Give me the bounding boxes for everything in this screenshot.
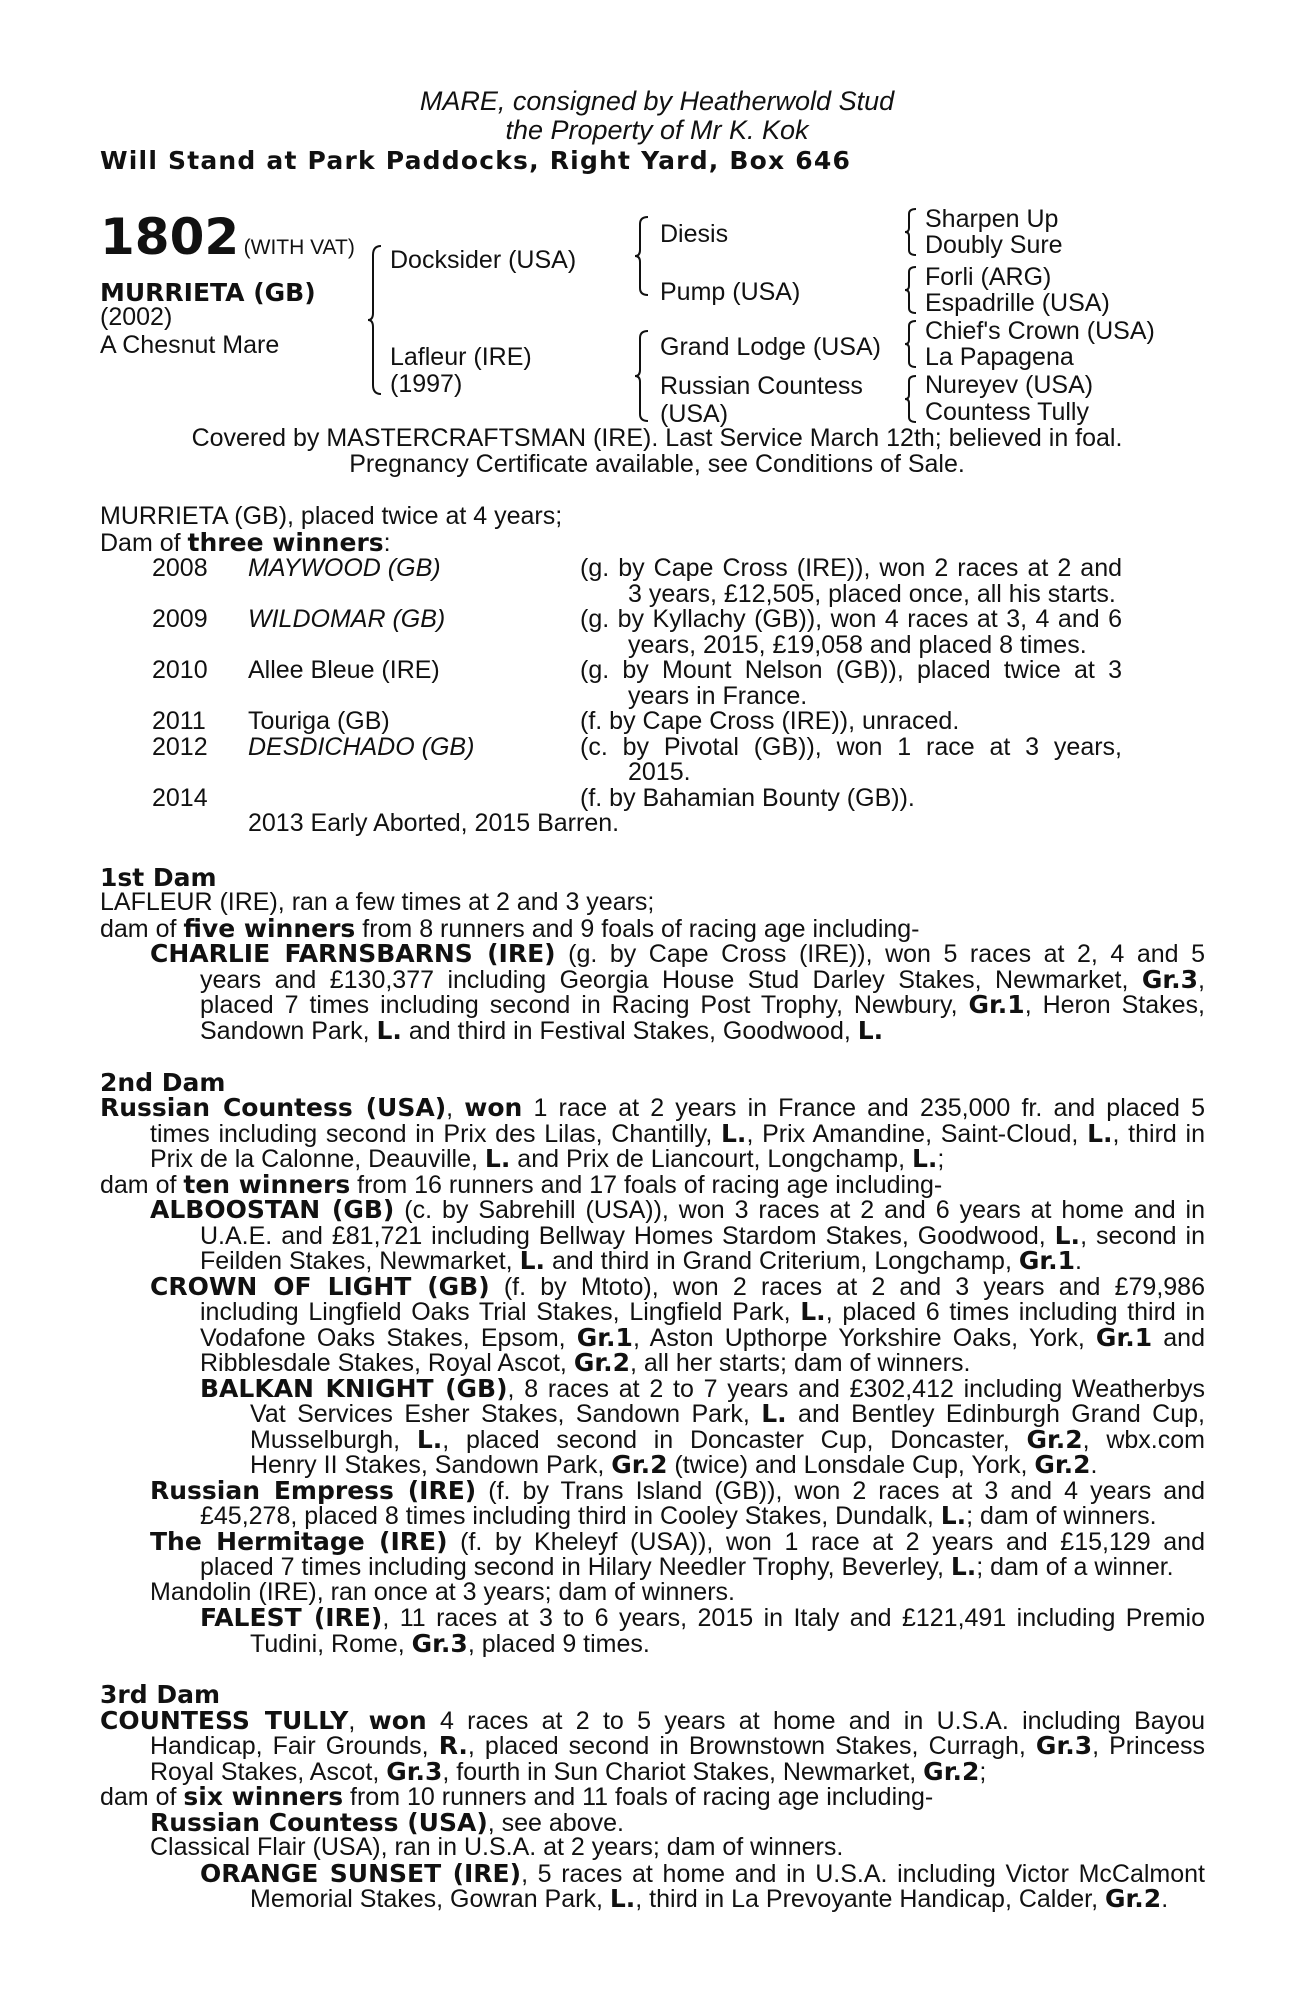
brace-g4 xyxy=(904,375,918,423)
txt: Sandown Park, xyxy=(200,1017,377,1045)
produce-year: 2008 xyxy=(152,554,208,582)
produce-detail: (g. by Kyllachy (GB)), won 4 races at 3, 4 and 6 xyxy=(580,605,1122,633)
txt: , 11 races at 3 to 6 years, 2015 in Italy and £121,491 including Premio xyxy=(382,1604,1205,1632)
horse-name: CROWN OF LIGHT (GB) xyxy=(150,1272,490,1301)
txt: . xyxy=(1161,1885,1169,1913)
pedigree-sss: Sharpen Up xyxy=(925,205,1059,233)
covered-line-1: Covered by MASTERCRAFTSMAN (IRE). Last Service March 12th; believed in foal. xyxy=(191,424,1123,452)
txt: £45,278, placed 8 times including third in Cooley Stakes, Dundalk, xyxy=(200,1502,941,1530)
falest-line-2 xyxy=(250,1631,650,1657)
produce-intro: MURRIETA (GB), placed twice at 4 years; xyxy=(100,502,563,530)
grade: Gr.3 xyxy=(386,1757,443,1786)
txt: , xyxy=(348,1707,369,1735)
pedigree-dd-line-2: (USA) xyxy=(660,400,729,428)
dam3-line-4 xyxy=(100,1784,933,1810)
grade: Gr.2 xyxy=(1034,1450,1091,1479)
brace-sire-dam xyxy=(367,245,383,395)
txt: Musselburgh, xyxy=(250,1426,417,1454)
txt: ; dam of winners. xyxy=(966,1502,1157,1530)
txt: ; xyxy=(937,1145,945,1173)
charlie-line-1 xyxy=(150,941,1205,967)
txt: dam of xyxy=(100,915,184,943)
txt: (twice) and Lonsdale Cup, York, xyxy=(667,1451,1035,1479)
horse-name: Russian Empress (IRE) xyxy=(150,1476,477,1505)
txt: , xyxy=(1198,966,1205,994)
mandolin-line: Mandolin (IRE), ran once at 3 years; dam of winners. xyxy=(150,1578,735,1606)
produce-detail: (c. by Pivotal (GB)), won 1 race at 3 years, xyxy=(580,733,1122,761)
txt: placed 7 times including second in Hilary Needler Trophy, Beverley, xyxy=(200,1553,951,1581)
txt: , 8 races at 2 to 7 years and £302,412 including Weatherbys xyxy=(507,1375,1205,1403)
txt: , placed 6 times including third in xyxy=(825,1298,1205,1326)
txt: Prix de la Calonne, Deauville, xyxy=(150,1145,485,1173)
empress-line-2 xyxy=(200,1503,1157,1529)
txt: 1 race at 2 years in France and 235,000 fr. and placed 5 xyxy=(522,1094,1205,1122)
txt: years and £130,377 including Georgia House Stud Darley Stakes, Newmarket, xyxy=(200,966,1142,994)
txt: , placed 9 times. xyxy=(467,1630,650,1658)
brace-dam-parents xyxy=(634,330,650,422)
horse-name: Russian Countess (USA) xyxy=(150,1808,488,1837)
empress-line-1 xyxy=(150,1478,1205,1504)
txt: and third in Festival Stakes, Goodwood, xyxy=(401,1017,858,1045)
pedigree-sd: Pump (USA) xyxy=(660,278,801,306)
produce-detail: 3 years, £12,505, placed once, all his starts. xyxy=(628,580,1116,608)
grade: Gr.3 xyxy=(1035,1731,1093,1760)
txt: placed 7 times including second in Racing Post Trophy, Newbury, xyxy=(200,991,969,1019)
txt: (c. by Sabrehill (USA)), won 3 races at 2 and 6 years at home and in xyxy=(394,1196,1205,1224)
pedigree-dsd: La Papagena xyxy=(925,343,1074,371)
pedigree-ds: Grand Lodge (USA) xyxy=(660,333,881,361)
txt: . xyxy=(1075,1247,1082,1275)
balkan-line-4 xyxy=(250,1452,1098,1478)
produce-name: MAYWOOD (GB) xyxy=(248,554,441,582)
txt: times including second in Prix des Lilas, Chantilly, xyxy=(150,1120,721,1148)
grade: L. xyxy=(950,1552,977,1581)
grade: Gr.2 xyxy=(1105,1884,1162,1913)
grade: L. xyxy=(519,1246,546,1275)
txt: Vodafone Oaks Stakes, Epsom, xyxy=(200,1324,577,1352)
txt: from 16 runners and 17 foals of racing age including- xyxy=(350,1171,943,1199)
produce-detail: 2015. xyxy=(628,758,691,786)
txt: ; dam of a winner. xyxy=(976,1553,1174,1581)
orange-line-1 xyxy=(200,1861,1205,1887)
txt: Feilden Stakes, Newmarket, xyxy=(200,1247,520,1275)
txt: and Prix de Liancourt, Longchamp, xyxy=(510,1145,912,1173)
produce-detail: (f. by Cape Cross (IRE)), unraced. xyxy=(580,707,960,735)
pedigree-dds: Nureyev (USA) xyxy=(925,371,1094,399)
produce-detail: (g. by Mount Nelson (GB)), placed twice at 3 xyxy=(580,656,1122,684)
dam3-title: 3rd Dam xyxy=(100,1680,220,1709)
covered-line-2: Pregnancy Certificate available, see Conditions of Sale. xyxy=(349,450,965,478)
crown-line-1 xyxy=(150,1274,1205,1300)
txt: dam of xyxy=(100,1783,184,1811)
produce-note: 2013 Early Aborted, 2015 Barren. xyxy=(248,809,620,837)
lot-number-line xyxy=(100,208,355,266)
grade: L. xyxy=(1087,1119,1113,1148)
grade: Gr.3 xyxy=(411,1629,468,1658)
produce-year: 2010 xyxy=(152,656,208,684)
txt: dam of xyxy=(100,1171,184,1199)
produce-name: DESDICHADO (GB) xyxy=(248,733,475,761)
txt: , Aston Upthorpe Yorkshire Oaks, York, xyxy=(632,1324,1096,1352)
dam2-name: Russian Countess (USA) xyxy=(100,1093,447,1122)
won: won xyxy=(464,1093,523,1122)
grade: Gr.3 xyxy=(1141,965,1199,994)
hermitage-line-1 xyxy=(150,1529,1205,1555)
hermitage-line-2 xyxy=(200,1554,1174,1580)
orange-line-2 xyxy=(250,1886,1168,1912)
header-line-1: MARE, consigned by Heatherwold Stud xyxy=(419,86,895,116)
txt: , Heron Stakes, xyxy=(1024,991,1205,1019)
grade: L. xyxy=(416,1425,443,1454)
grade: Gr.1 xyxy=(968,990,1025,1019)
dam3-classical: Classical Flair (USA), ran in U.S.A. at 2 years; dam of winners. xyxy=(150,1833,844,1861)
grade: L. xyxy=(911,1144,938,1173)
dam2-winners: ten winners xyxy=(183,1170,351,1199)
txt: , placed second in Doncaster Cup, Doncaster, xyxy=(442,1426,1027,1454)
pedigree-ss: Diesis xyxy=(660,220,729,248)
produce-year: 2014 xyxy=(152,784,208,812)
dam1-line-1: LAFLEUR (IRE), ran a few times at 2 and 3 years; xyxy=(100,888,655,916)
produce-detail: (g. by Cape Cross (IRE)), won 2 races at 2 and xyxy=(580,554,1122,582)
dam3-name: COUNTESS TULLY xyxy=(100,1706,349,1735)
charlie-line-4 xyxy=(200,1018,883,1044)
dam3-line-2 xyxy=(150,1733,1205,1759)
grade: L. xyxy=(376,1016,402,1045)
dam1-winners: five winners xyxy=(183,914,356,943)
txt: Handicap, Fair Grounds, xyxy=(150,1732,439,1760)
grade: L. xyxy=(800,1297,826,1326)
produce-year: 2009 xyxy=(152,605,208,633)
crown-line-3 xyxy=(200,1325,1205,1351)
falest-line-1 xyxy=(200,1605,1205,1631)
produce-name: Touriga (GB) xyxy=(248,707,390,735)
horse-name: FALEST (IRE) xyxy=(200,1603,383,1632)
txt: , 5 races at home and in U.S.A. including Victor McCalmont xyxy=(521,1860,1205,1888)
lot-year: (2002) xyxy=(100,303,173,331)
charlie-name: CHARLIE FARNSBARNS (IRE) xyxy=(150,939,556,968)
txt: from 8 runners and 9 foals of racing age including- xyxy=(355,915,920,943)
txt: (f. by Trans Island (GB)), won 2 races at 3 and 4 years and xyxy=(476,1477,1205,1505)
txt: (f. by Mtoto), won 2 races at 2 and 3 years and £79,986 xyxy=(489,1273,1205,1301)
alboostan-line-1 xyxy=(150,1197,1205,1223)
txt: Vat Services Esher Stakes, Sandown Park, xyxy=(250,1400,762,1428)
lot-number: 1802 xyxy=(100,208,240,266)
horse-name: ORANGE SUNSET (IRE) xyxy=(200,1859,522,1888)
horse-name: The Hermitage (IRE) xyxy=(150,1527,448,1556)
txt: Tudini, Rome, xyxy=(250,1630,412,1658)
grade: Gr.1 xyxy=(1095,1323,1153,1352)
header-line-3: Will Stand at Park Paddocks, Right Yard, Box 646 xyxy=(100,146,852,175)
txt: (f. by Kheleyf (USA)), won 1 race at 2 years and £15,129 and xyxy=(447,1528,1205,1556)
txt: , placed second in Brownstown Stakes, Curragh, xyxy=(467,1732,1036,1760)
txt: , fourth in Sun Chariot Stakes, Newmarket, xyxy=(442,1758,924,1786)
produce-year: 2011 xyxy=(152,707,206,735)
header-line-2: the Property of Mr K. Kok xyxy=(505,115,809,145)
dam1-title: 1st Dam xyxy=(100,863,217,892)
produce-name: Allee Bleue (IRE) xyxy=(248,656,440,684)
txt: , wbx.com xyxy=(1082,1426,1205,1454)
txt: , third in La Prevoyante Handicap, Calder, xyxy=(635,1885,1105,1913)
txt: . xyxy=(1090,1451,1098,1479)
txt: , Princess xyxy=(1092,1732,1205,1760)
grade: R. xyxy=(438,1731,468,1760)
pedigree-dd-line-1: Russian Countess xyxy=(660,372,863,400)
lot-name: MURRIETA (GB) xyxy=(100,278,316,307)
grade: Gr.2 xyxy=(923,1757,980,1786)
alboostan-line-3 xyxy=(200,1248,1082,1274)
produce-dam-of-text: Dam of xyxy=(100,529,188,557)
produce-detail: years in France. xyxy=(628,682,808,710)
produce-name: WILDOMAR (GB) xyxy=(248,605,446,633)
charlie-line-2 xyxy=(200,967,1205,993)
dam2-line-1 xyxy=(100,1095,1205,1121)
lot-vat: (WITH VAT) xyxy=(243,236,355,259)
grade: Gr.2 xyxy=(573,1348,630,1377)
horse-name: ALBOOSTAN (GB) xyxy=(150,1195,395,1224)
txt: Memorial Stakes, Gowran Park, xyxy=(250,1885,610,1913)
crown-line-2 xyxy=(200,1299,1205,1325)
txt: ; xyxy=(979,1758,987,1786)
balkan-line-1 xyxy=(200,1376,1205,1402)
dam2-title: 2nd Dam xyxy=(100,1068,226,1097)
charlie-line-3 xyxy=(200,992,1205,1018)
pedigree-sds: Forli (ARG) xyxy=(925,263,1052,291)
txt: (g. by Cape Cross (IRE)), won 5 races at 2, 4 and 5 xyxy=(555,940,1206,968)
txt: 4 races at 2 to 5 years at home and in U.S.A. including Bayou xyxy=(426,1707,1205,1735)
produce-dam-of xyxy=(100,530,391,556)
produce-detail: years, 2015, £19,058 and placed 8 times. xyxy=(628,631,1087,659)
grade: L. xyxy=(857,1016,884,1045)
txt: , all her starts; dam of winners. xyxy=(630,1349,971,1377)
txt: U.A.E. and £81,721 including Bellway Homes Stardom Stakes, Goodwood, xyxy=(200,1222,1055,1250)
brace-sire-parents xyxy=(634,216,650,296)
pedigree-ddd: Countess Tully xyxy=(925,398,1089,426)
grade: L. xyxy=(721,1119,747,1148)
produce-year: 2012 xyxy=(152,733,208,761)
grade: Gr.2 xyxy=(1026,1425,1083,1454)
txt: , Prix Amandine, Saint-Cloud, xyxy=(746,1120,1088,1148)
txt: including Lingfield Oaks Trial Stakes, Lingfield Park, xyxy=(200,1298,801,1326)
txt: and third in Grand Criterium, Longchamp, xyxy=(545,1247,1019,1275)
grade: Gr.1 xyxy=(576,1323,633,1352)
pedigree-ssd: Doubly Sure xyxy=(925,231,1063,259)
grade: L. xyxy=(609,1884,636,1913)
brace-g1 xyxy=(904,208,918,256)
txt: Royal Stakes, Ascot, xyxy=(150,1758,387,1786)
txt: , see above. xyxy=(487,1809,624,1837)
grade: L. xyxy=(940,1501,967,1530)
pedigree-sdd: Espadrille (USA) xyxy=(925,289,1110,317)
pedigree-dss: Chief's Crown (USA) xyxy=(925,317,1155,345)
dam3-winners: six winners xyxy=(183,1782,344,1811)
pedigree-dam-line-2: (1997) xyxy=(390,370,463,398)
dam2-line-2 xyxy=(150,1121,1205,1147)
crown-line-4 xyxy=(200,1350,970,1376)
txt: from 10 runners and 11 foals of racing age including- xyxy=(343,1783,934,1811)
txt: Ribblesdale Stakes, Royal Ascot, xyxy=(200,1349,574,1377)
txt: , xyxy=(446,1094,465,1122)
won: won xyxy=(368,1706,427,1735)
txt: , second in xyxy=(1080,1222,1205,1250)
brace-g2 xyxy=(904,266,918,314)
horse-name: BALKAN KNIGHT (GB) xyxy=(200,1374,508,1403)
balkan-line-2 xyxy=(250,1401,1205,1427)
dam2-line-3 xyxy=(150,1146,944,1172)
brace-g3 xyxy=(904,320,918,368)
grade: L. xyxy=(1054,1221,1081,1250)
pedigree-dam-line-1: Lafleur (IRE) xyxy=(390,343,532,371)
txt: Henry II Stakes, Sandown Park, xyxy=(250,1451,612,1479)
txt: and Bentley Edinburgh Grand Cup, xyxy=(786,1400,1205,1428)
txt: , third in xyxy=(1112,1120,1205,1148)
produce-winners: three winners xyxy=(187,528,384,557)
produce-colon: : xyxy=(383,529,391,557)
grade: Gr.1 xyxy=(1018,1246,1076,1275)
pedigree-sire: Docksider (USA) xyxy=(390,246,577,274)
produce-detail: (f. by Bahamian Bounty (GB)). xyxy=(580,784,915,812)
txt: and xyxy=(1152,1324,1205,1352)
lot-description: A Chesnut Mare xyxy=(100,331,280,359)
grade: L. xyxy=(484,1144,511,1173)
grade: L. xyxy=(761,1399,787,1428)
grade: Gr.2 xyxy=(611,1450,668,1479)
